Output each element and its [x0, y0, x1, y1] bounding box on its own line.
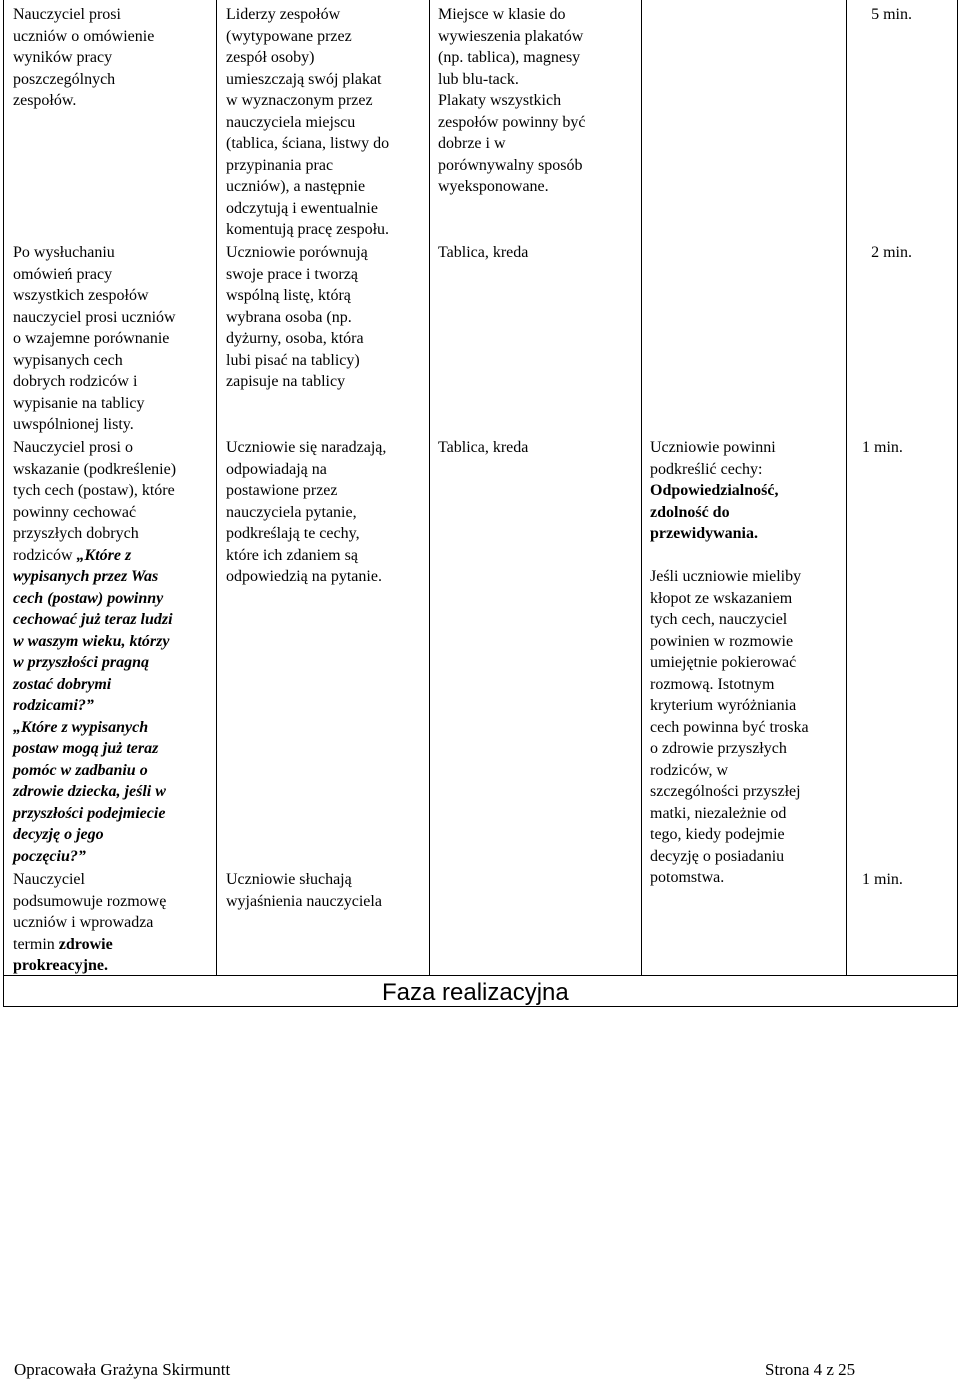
teacher-activity-4 — [13, 869, 213, 977]
table-border-right — [957, 0, 958, 1006]
term-prokreacyjne: zdrowie prokreacyjne. — [13, 935, 113, 974]
table-divider-2 — [429, 0, 430, 975]
teacher-activity-3 — [13, 437, 213, 867]
teacher-question-1: „Które z wypisanych przez Was cech (postaw) powinny cechować już teraz ludzi w waszym wieku, którzy w przyszłości pragną zostać dobrymi rodzicami?” — [13, 546, 173, 714]
table-border-left — [3, 0, 4, 1006]
table-divider-3 — [641, 0, 642, 975]
footer-author: Opracowała Grażyna Skirmuntt — [14, 1360, 231, 1379]
teacher-activity-1: Nauczyciel prosi uczniów o omówienie wyników pracy poszczególnych zespołów. — [13, 6, 155, 109]
teacher-activity-2: Po wysłuchaniu omówień pracy wszystkich zespołów nauczyciel prosi uczniów o wzajemne porównanie wypisanych cech dobrych rodziców i wypisanie na tablicy uwspólnionej listy. — [13, 244, 176, 433]
time-1: 5 min. — [871, 6, 912, 23]
teacher-activity-4-text: Nauczyciel podsumowuje rozmowę uczniów i wprowadza termin — [13, 871, 167, 953]
notes-3-intro: Uczniowie powinni podkreślić cechy: — [650, 439, 776, 478]
footer-page-number: Strona 4 z 25 — [765, 1360, 856, 1379]
teacher-question-2: „Które z wypisanych postaw mogą już teraz pomóc w zadbaniu o zdrowie dziecka, jeśli w przyszłości podejmiecie decyzję o jego poczęciu?” — [13, 718, 166, 865]
student-activity-4: Uczniowie słuchają wyjaśnienia nauczyciela — [226, 871, 382, 910]
teaching-means-1: Miejsce w klasie do wywieszenia plakatów (np. tablica), magnesy lub blu-tack. Plakaty wszystkich zespołów powinny być dobrze i w porównywalny sposób wyeksponowane. — [438, 6, 586, 195]
table-divider-1 — [216, 0, 217, 975]
time-4: 1 min. — [862, 871, 903, 888]
notes-3-guidance: Jeśli uczniowie mieliby kłopot ze wskazaniem tych cech, nauczyciel powinien w rozmowie umiejętnie pokierować rozmową. Istotnym kryterium wyróżniania cech powinna być troska o zdrowie przyszłych rodziców, w szczególności przyszłej matki, niezależnie od tego, kiedy podejmie decyzję o posiadaniu potomstwa. — [650, 568, 809, 886]
teaching-means-2: Tablica, kreda — [438, 244, 529, 261]
teaching-means-3: Tablica, kreda — [438, 439, 529, 456]
notes-3-key-traits: Odpowiedzialność, zdolność do przewidywania. — [650, 482, 779, 542]
student-activity-1: Liderzy zespołów (wytypowane przez zespół osoby) umieszczają swój plakat w wyznaczonym przez nauczyciela miejscu (tablica, ściana, listwy do przypinania prac uczniów), a następnie odczytują i ewentualnie komentują pracę zespołu. — [226, 6, 390, 238]
student-activity-2: Uczniowie porównują swoje prace i tworzą wspólną listę, którą wybrana osoba (np. dyżurny, osoba, która lubi pisać na tablicy) zapisuje na tablicy — [226, 244, 368, 390]
time-3: 1 min. — [862, 439, 903, 456]
student-activity-3: Uczniowie się naradzają, odpowiadają na postawione przez nauczyciela pytanie, podkreślają te cechy, które ich zdaniem są odpowiedzią na pytanie. — [226, 439, 387, 585]
table-divider-4 — [846, 0, 847, 975]
teacher-activity-3-text: Nauczyciel prosi o wskazanie (podkreślenie) tych cech (postaw), które powinny cechować przyszłych dobrych rodziców — [13, 439, 177, 564]
phase-heading: Faza realizacyjna — [382, 979, 569, 1006]
notes-3 — [650, 437, 840, 545]
time-2: 2 min. — [871, 244, 912, 261]
